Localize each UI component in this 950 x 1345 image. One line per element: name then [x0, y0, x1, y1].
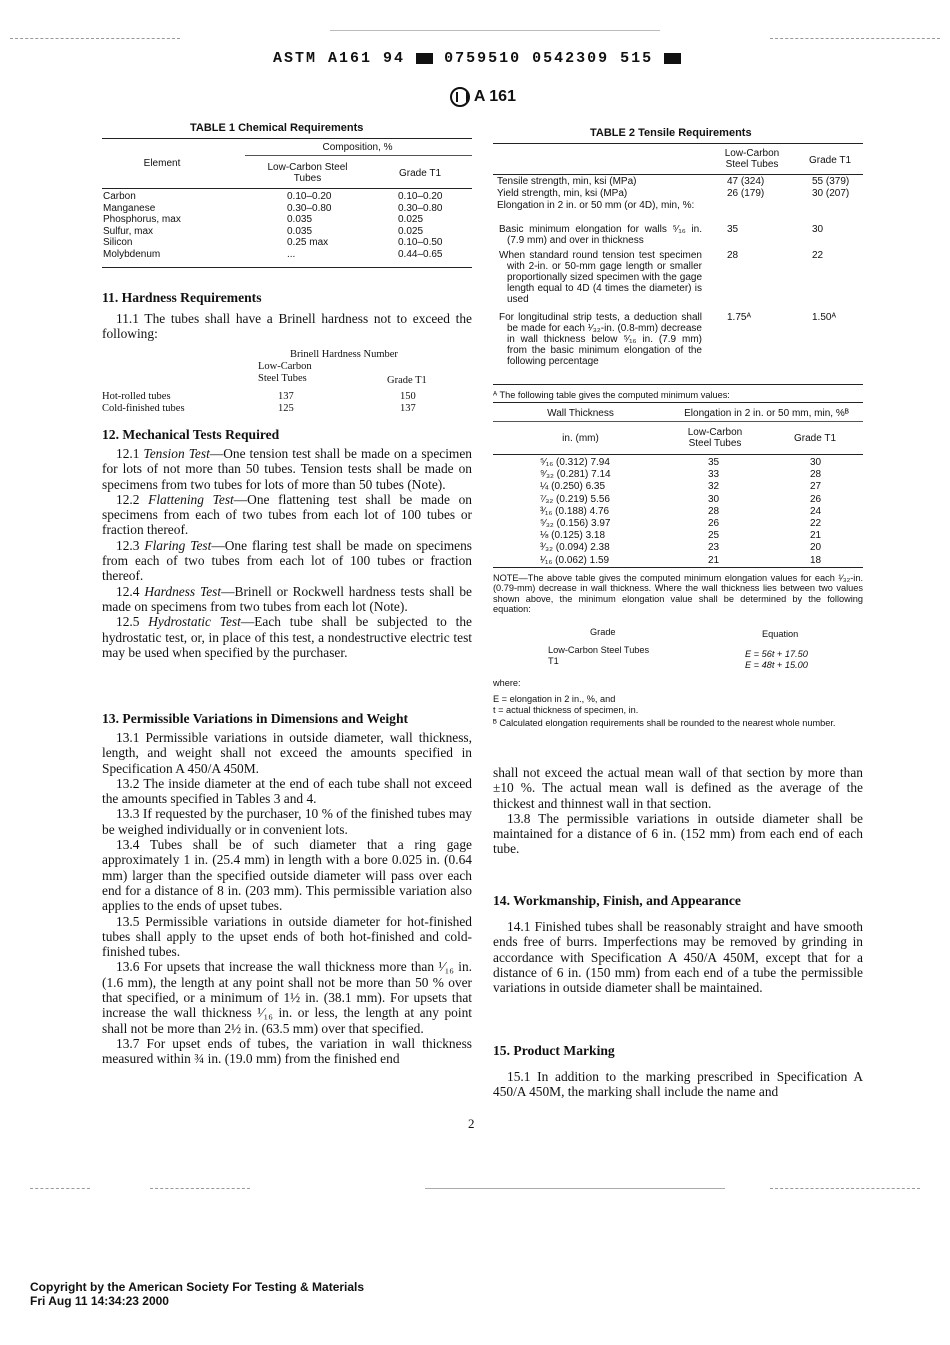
sec14-text: 14.1 Finished tubes shall be reasonably straight and have smooth ends free of burrs. Imperfections may be removed by grinding in accordance with Specification A 450/A 450M, except that for a distance of 6 in. (150 mm) from each end of a tube the permissible variations in outside diameter shall be maintained.	[493, 919, 863, 996]
t1-cell-lowcarbon: 0.25 max	[287, 237, 329, 249]
sec15-title: 15. Product Marking	[493, 1043, 615, 1058]
sub-cell-wall: ⁵⁄₁₆ (0.312) 7.94	[540, 457, 610, 468]
sub-cell-wall: ³⁄₃₂ (0.094) 2.38	[540, 542, 610, 554]
sub-cell-wall: ¹⁄₁₆ (0.062) 1.59	[540, 554, 610, 566]
t2-cell-gradet1: 22	[812, 250, 824, 261]
sub-cell-t1: 27	[810, 481, 822, 493]
t1-cell-lowcarbon: 0.30–0.80	[287, 202, 332, 214]
sec15-text: 15.1 In addition to the marking prescribed in Specification A 450/A 450M, the marking shall include the name and	[493, 1069, 863, 1100]
brinell-cell-gradet1: 137	[400, 403, 416, 414]
t1-cell-gradet1: 0.10–0.20	[398, 191, 443, 202]
t2-cell-gradet1: 55 (379)	[812, 176, 850, 187]
t1-cell-lowcarbon: ...	[287, 249, 296, 260]
t1-cell-lowcarbon: 0.035	[287, 225, 313, 237]
t1-cell-element: Molybdenum	[103, 249, 161, 260]
eq-row1-eq: E = 56t + 17.50	[745, 649, 808, 659]
t2-row-label: Basic minimum elongation for walls ⁵⁄₁₆ in. (7.9 mm) and over in thickness	[499, 224, 702, 246]
t2-row-label: Tensile strength, min, ksi (MPa)	[497, 176, 637, 187]
brinell-row-label: Hot-rolled tubes	[102, 391, 171, 402]
t2-head-gradet1: Grade T1	[808, 155, 852, 166]
footer	[30, 1280, 364, 1308]
def-e: E = elongation in 2 in., %, and	[493, 694, 616, 704]
sub-cell-low: 26	[708, 518, 720, 529]
sub-cell-wall: ⅛ (0.125) 3.18	[540, 530, 606, 542]
sub-head-in: in. (mm)	[562, 433, 599, 444]
eq-row1-grade: Low-Carbon Steel Tubes	[548, 645, 650, 655]
sec12-text: 12.1 Tension Test—One tension test shall be made on a specimen for lots of not more than 50 tubes. Tension tests shall be made on specimens from two tubes for lots of more than 50 tubes (Note). 12.2 Flattening Test—One flattening test shall be made on specimens from each of two tubes from each lot of 100 tubes or fraction thereof. 12.3 Flaring Test—One flaring test shall be made on specimens from each of two tubes from each lot of 100 tubes or fraction thereof. 12.4 Hardness Test—Brinell or Rockwell hardness tests shall be made on specimens from two tubes from each lot (Note). 12.5 Hydrostatic Test—Each tube shall be subjected to the hydrostatic test, or, in place of this test, a nondestructive electric test may be used when specified by the purchaser.	[102, 446, 472, 660]
t1-head-composition: Composition, %	[322, 142, 393, 153]
sec11-text: 11.1 The tubes shall have a Brinell hardness not to exceed the following:	[102, 311, 472, 342]
sub-cell-t1: 30	[810, 457, 822, 468]
designation: A 161	[450, 87, 516, 107]
sub-cell-wall: ³⁄₁₆ (0.188) 4.76	[540, 505, 610, 517]
t1-cell-gradet1: 0.44–0.65	[398, 249, 443, 260]
t1-cell-element: Manganese	[103, 202, 156, 214]
t2-cell-lowcarbon: 26 (179)	[727, 188, 765, 199]
sec11-title: 11. Hardness Requirements	[102, 290, 262, 305]
t2-cell-lowcarbon: 28	[727, 250, 739, 261]
table2-caption: TABLE 2 Tensile Requirements	[590, 127, 752, 139]
footer-copyright: Copyright by the American Society For Testing & Materials	[30, 1280, 365, 1294]
t2-row-label: When standard round tension test specimen with 2-in. or 50-mm gage length or smaller proportionally sized specimen with the gage length equal to 4D (4 times the diameter) is used	[499, 250, 702, 305]
sub-head-low: Low-Carbon Steel Tubes	[687, 427, 743, 449]
header-code-line	[273, 50, 681, 67]
sec14-title: 14. Workmanship, Finish, and Appearance	[493, 893, 741, 908]
t2-head-lowcarbon: Low-Carbon Steel Tubes	[724, 148, 780, 170]
brinell-row-label: Cold-finished tubes	[102, 403, 185, 414]
t2-note-b: ᴮ Calculated elongation requirements shall be rounded to the nearest whole number.	[493, 718, 836, 728]
t2-row-label: Elongation in 2 in. or 50 mm (or 4D), min, %:	[497, 200, 695, 211]
t1-cell-lowcarbon: 0.10–0.20	[287, 191, 332, 202]
sub-cell-low: 23	[708, 542, 720, 554]
sub-cell-low: 21	[708, 554, 720, 566]
sub-cell-low: 30	[708, 493, 720, 505]
t2-cell-gradet1: 30	[812, 224, 824, 235]
black-block	[664, 53, 681, 64]
sec13-text: 13.1 Permissible variations in outside diameter, wall thickness, length, and weight shall not exceed the amounts specified in Specification A 450/A 450M. 13.2 The inside diameter at the end of each tube shall not exceed the amounts specified in Tables 3 and 4. 13.3 If requested by the purchaser, 10 % of the finished tubes may be weighed individually or in convenient lots. 13.4 Tubes shall be of such diameter that a ring gage approximately 1 in. (25.4 mm) in length with a bore 0.025 in. (0.64 mm) larger than the specified outside diameter will pass over each end for a distance of 8 in. (203 mm). This permissible variation also applies to the ends of upset tubes. 13.5 Permissible variations in outside diameter for hot-finished tubes shall apply to the upset ends of both hot-finished and cold-finished tubes. 13.6 For upsets that increase the wall thickness more than ¹⁄₁₆ in. (1.6 mm), the length at any point shall not be more than 50 % over that specified, or a minimum of 1½ in. (38.1 mm). For upsets that increase the wall thickness ¹⁄₁₆ in. or less, the length at any point shall not be more than 2½ in. (63.5 mm) over that specified. 13.7 For upset ends of tubes, the variation in wall thickness measured within ¾ in. (19.0 mm) from the finished end	[102, 730, 472, 1067]
eq-grade-head: Grade	[590, 627, 616, 637]
t2-cell-gradet1: 30 (207)	[812, 188, 850, 199]
t1-cell-element: Sulfur, max	[103, 225, 154, 237]
t2-note: NOTE—The above table gives the computed minimum elongation values for each ¹⁄₃₂-in. (0.79-mm) decrease in wall thickness. Where the wall thickness lies between two values shown above, the minimum elongation value shall be determined by the following equation:	[493, 573, 863, 615]
astm-code: ASTM A161 94	[273, 50, 406, 67]
sub-cell-low: 28	[708, 505, 720, 517]
sub-cell-t1: 22	[810, 518, 822, 529]
sub-cell-wall: ⁹⁄₃₂ (0.281) 7.14	[540, 469, 611, 481]
sub-cell-t1: 20	[810, 542, 822, 554]
sub-cell-wall: ⁵⁄₃₂ (0.156) 3.97	[540, 518, 611, 529]
sub-cell-low: 32	[708, 481, 720, 493]
astm-logo-icon	[450, 87, 470, 107]
sub-cell-wall: ⁷⁄₃₂ (0.219) 5.56	[540, 493, 610, 505]
t1-cell-gradet1: 0.025	[398, 214, 424, 226]
sub-cell-wall: ¼ (0.250) 6.35	[540, 481, 606, 493]
brinell-cell-lowcarbon: 137	[278, 391, 294, 402]
brinell-cell-lowcarbon: 125	[278, 403, 294, 414]
sub-cell-t1: 18	[810, 554, 822, 566]
sub-cell-t1: 21	[810, 530, 822, 542]
t2-row-label: Yield strength, min, ksi (MPa)	[497, 188, 628, 199]
black-block	[416, 53, 433, 64]
sub-head-wall: Wall Thickness	[547, 408, 614, 419]
footer-timestamp: Fri Aug 11 14:34:23 2000	[30, 1294, 169, 1308]
t1-head-lowcarbon: Low-Carbon Steel Tubes	[267, 162, 348, 184]
sec12-title: 12. Mechanical Tests Required	[102, 427, 280, 442]
eq-row2-eq: E = 48t + 15.00	[745, 660, 808, 670]
t1-cell-lowcarbon: 0.035	[287, 214, 313, 226]
t1-cell-gradet1: 0.025	[398, 225, 424, 237]
t2-cell-gradet1: 1.50ᴬ	[812, 312, 836, 323]
t1-cell-element: Silicon	[103, 237, 133, 249]
t2-cell-lowcarbon: 47 (324)	[727, 176, 765, 187]
sub-head-t1: Grade T1	[793, 433, 837, 444]
doc-numbers: 0759510 0542309 515	[444, 50, 654, 67]
t2-note-a: ᴬ The following table gives the computed minimum values:	[493, 390, 730, 400]
t1-cell-gradet1: 0.30–0.80	[398, 202, 443, 214]
sub-cell-low: 35	[708, 457, 720, 468]
eq-where: where:	[493, 678, 521, 688]
sub-cell-low: 25	[708, 530, 720, 542]
t1-head-gradet1: Grade T1	[398, 168, 442, 179]
t1-cell-element: Carbon	[103, 191, 136, 202]
sub-cell-t1: 28	[810, 469, 822, 481]
brinell-col-gradet1: Grade T1	[387, 375, 427, 386]
brinell-head: Brinell Hardness Number	[290, 349, 398, 360]
t1-cell-gradet1: 0.10–0.50	[398, 237, 443, 249]
sec13-cont: shall not exceed the actual mean wall of that section by more than ±10 %. The actual mean wall is defined as the average of the thickest and thinnest wall in that section. 13.8 The permissible variations in outside diameter shall be maintained for a distance of 6 in. (152 mm) from each end of each tube.	[493, 765, 863, 857]
sub-cell-t1: 26	[810, 493, 822, 505]
t2-cell-lowcarbon: 35	[727, 224, 739, 235]
sec13-title: 13. Permissible Variations in Dimensions and Weight	[102, 711, 409, 726]
sub-cell-low: 33	[708, 469, 720, 481]
eq-row2-grade: T1	[548, 656, 559, 666]
t1-cell-element: Phosphorus, max	[103, 214, 181, 226]
sub-cell-t1: 24	[810, 505, 822, 517]
brinell-cell-gradet1: 150	[400, 391, 416, 402]
page-number: 2	[468, 1116, 475, 1131]
eq-equation-head: Equation	[762, 629, 799, 639]
t2-row-label: For longitudinal strip tests, a deduction shall be made for each ¹⁄₃₂-in. (0.8-mm) decrease in wall thickness below ⁵⁄₁₆ in. (7.9 mm) from the basic minimum elongation of the following percentage	[499, 312, 702, 367]
t2-cell-lowcarbon: 1.75ᴬ	[727, 312, 751, 323]
brinell-col-lowcarbon: Low-Carbon Steel Tubes	[258, 361, 312, 384]
sub-head-elong: Elongation in 2 in. or 50 mm, min, %ᴮ	[684, 408, 849, 419]
def-t: t = actual thickness of specimen, in.	[493, 705, 639, 715]
t1-head-element: Element	[143, 158, 181, 169]
table1-caption: TABLE 1 Chemical Requirements	[190, 122, 364, 134]
